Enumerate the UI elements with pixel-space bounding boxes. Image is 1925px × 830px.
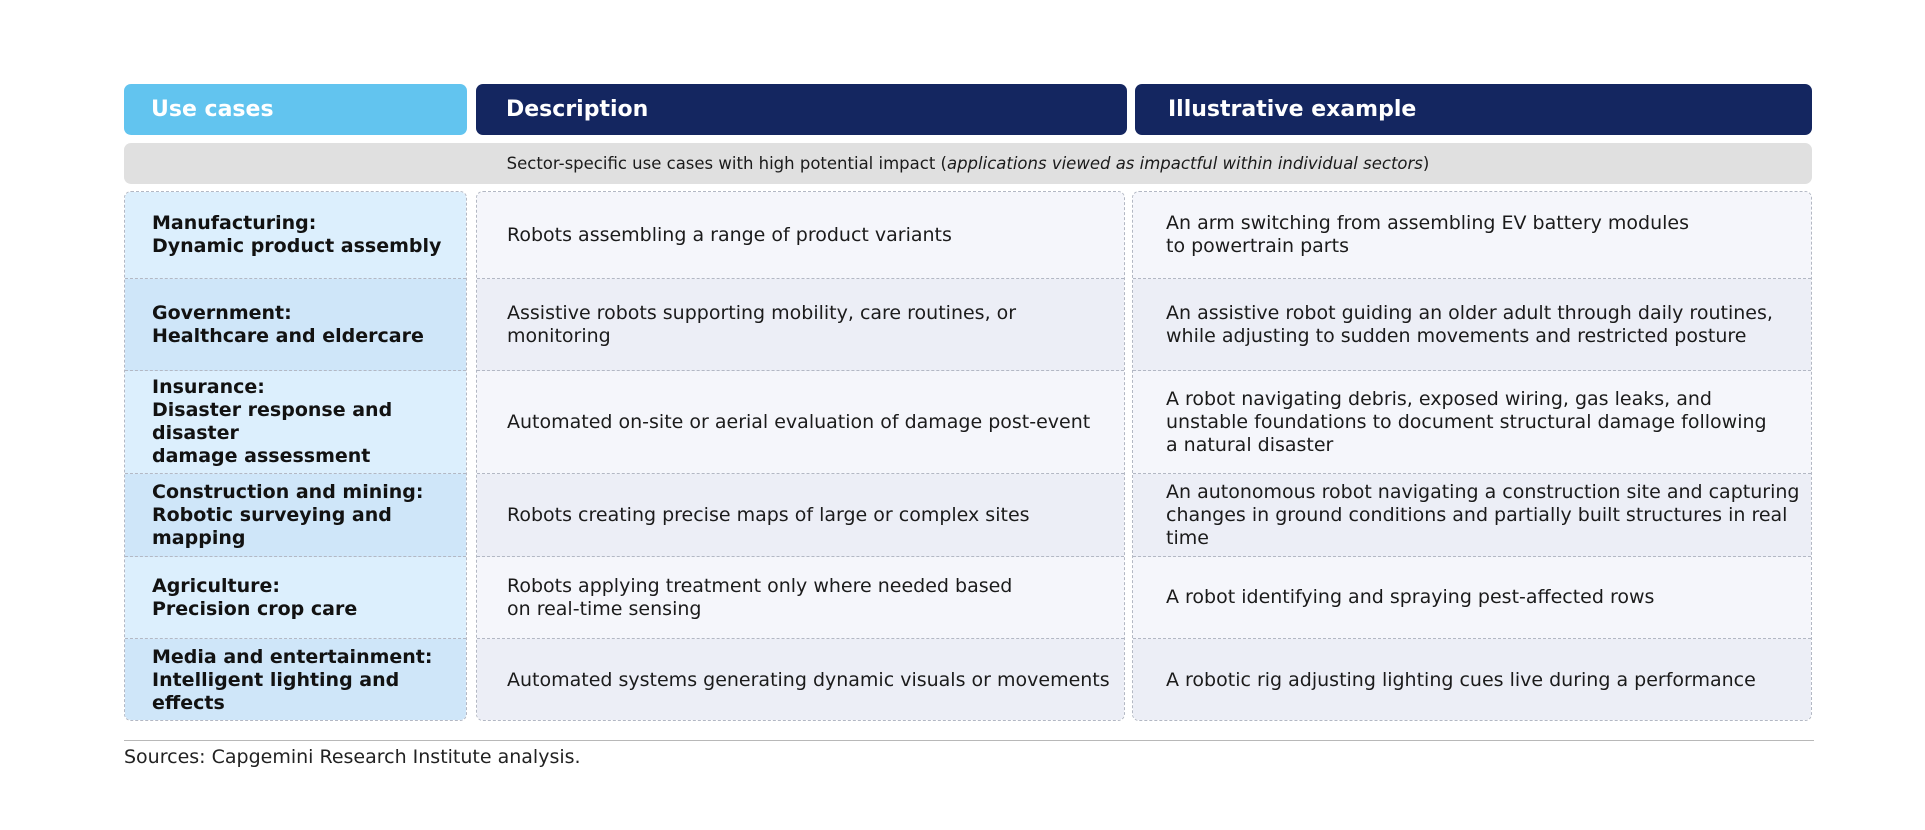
footer-divider: [124, 740, 1814, 741]
use-case-sector: Agriculture:: [152, 574, 280, 597]
sources-note: Sources: Capgemini Research Institute analysis.: [124, 746, 581, 768]
use-case-cell: [125, 279, 466, 371]
description-line: on real-time sensing: [507, 597, 702, 620]
use-case-cell: [125, 474, 466, 557]
description-cell: [477, 474, 1124, 557]
example-cell: [1133, 639, 1811, 721]
description-line: Automated systems generating dynamic visuals or movements: [507, 669, 1110, 691]
use-case-name: Robotic surveying and mapping: [152, 503, 392, 549]
example-line: A robotic rig adjusting lighting cues live during a performance: [1166, 669, 1756, 691]
description-cell: [477, 279, 1124, 371]
use-case-sector: Insurance:: [152, 376, 265, 398]
use-case-name: Dynamic product assembly: [152, 235, 442, 257]
use-case-name-line: damage assessment: [152, 445, 371, 467]
example-line: unstable foundations to document structural damage following: [1166, 410, 1767, 433]
description-column: [476, 191, 1125, 721]
description-cell: [477, 639, 1124, 721]
example-line: changes in ground conditions and partially built structures in real time: [1166, 503, 1788, 549]
use-case-sector: Manufacturing:: [152, 212, 317, 234]
description-line: Robots applying treatment only where needed based: [507, 574, 1013, 597]
use-case-cell: [125, 639, 466, 721]
use-case-name-line: Disaster response and disaster: [152, 399, 393, 444]
use-cases-column: [124, 191, 467, 721]
use-case-name: Precision crop care: [152, 597, 358, 620]
example-line: An arm switching from assembling EV battery modules: [1166, 212, 1690, 234]
use-case-name: Healthcare and eldercare: [152, 324, 424, 347]
example-cell: [1133, 192, 1811, 279]
use-case-cell: [125, 192, 466, 279]
header-description: Description: [476, 84, 1127, 135]
use-case-sector: Construction and mining:: [152, 480, 424, 503]
example-column: [1132, 191, 1812, 721]
example-cell: [1133, 557, 1811, 639]
use-case-cell: [125, 557, 466, 639]
example-line: An assistive robot guiding an older adult through daily routines,: [1166, 301, 1773, 324]
use-case-cell: [125, 371, 466, 474]
sector-banner-suffix: ): [1422, 154, 1430, 173]
description-cell: [477, 371, 1124, 474]
sector-banner: [124, 143, 1812, 184]
description-cell: [477, 557, 1124, 639]
sector-banner-prefix: Sector-specific use cases with high potential impact (: [506, 154, 947, 173]
example-line: to powertrain parts: [1166, 235, 1349, 257]
description-line: Automated on-site or aerial evaluation of damage post-event: [507, 410, 1091, 433]
example-line: A robot navigating debris, exposed wiring, gas leaks, and: [1166, 387, 1712, 410]
header-use-cases: Use cases: [124, 84, 467, 135]
use-case-name: Intelligent lighting and effects: [152, 669, 400, 714]
description-line: Robots creating precise maps of large or complex sites: [507, 503, 1030, 526]
example-line: a natural disaster: [1166, 433, 1334, 456]
example-line: An autonomous robot navigating a construction site and capturing: [1166, 480, 1800, 503]
example-cell: [1133, 371, 1811, 474]
example-line: while adjusting to sudden movements and restricted posture: [1166, 324, 1747, 347]
sector-banner-italic: applications viewed as impactful within individual sectors: [946, 154, 1423, 173]
header-illustrative-example: Illustrative example: [1135, 84, 1812, 135]
example-cell: [1133, 279, 1811, 371]
description-line: Robots assembling a range of product variants: [507, 223, 952, 246]
use-case-sector: Government:: [152, 301, 292, 324]
description-line: Assistive robots supporting mobility, care routines, or monitoring: [507, 301, 1017, 347]
use-case-sector: Media and entertainment:: [152, 646, 433, 668]
example-cell: [1133, 474, 1811, 557]
example-line: A robot identifying and spraying pest-affected rows: [1166, 586, 1655, 608]
description-cell: [477, 192, 1124, 279]
